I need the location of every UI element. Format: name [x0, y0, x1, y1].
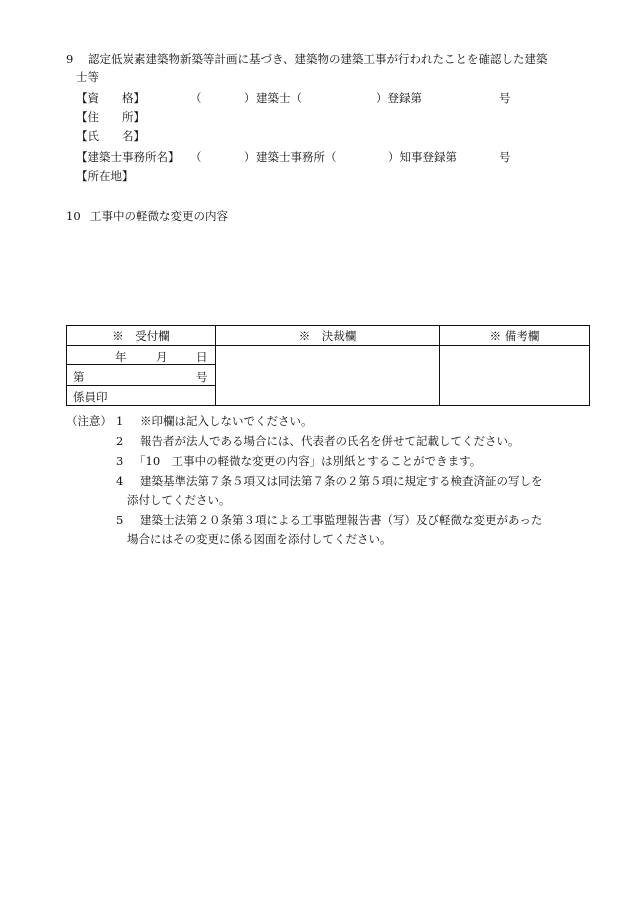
staff-seal-label: 係員印	[73, 390, 108, 404]
number-prefix: 第	[73, 370, 85, 384]
registration-number-label: ）登録第	[376, 91, 422, 105]
address-label: 【住 所】	[76, 110, 145, 124]
number-suffix: 号	[196, 370, 208, 384]
qualification-paren-close: ）	[244, 91, 256, 105]
note-1-number: 1	[116, 414, 124, 428]
architect-office-label: 建築士事務所（	[256, 150, 337, 164]
note-4-number: 4	[116, 474, 124, 488]
note-1-text: ※印欄は記入しないでください。	[140, 414, 313, 428]
reception-number-cell	[67, 365, 216, 386]
decision-header: ※ 決裁欄	[216, 326, 440, 346]
staff-seal-cell	[67, 386, 216, 406]
date-year: 年	[115, 350, 127, 364]
remarks-header: ※ 備考欄	[440, 326, 590, 346]
note-3-text: 「10 工事中の軽微な変更の内容」は別紙とすることができます。	[134, 454, 482, 468]
qualification-paren-open: （	[190, 91, 202, 105]
item10-number: 10	[66, 209, 81, 223]
item9-text-line2: 士等	[76, 70, 99, 84]
qualification-label: 【資 格】	[76, 91, 145, 105]
note-3-number: 3	[116, 454, 124, 468]
office-name-label: 【建築士事務所名】	[76, 150, 180, 164]
location-label: 【所在地】	[76, 169, 134, 183]
item10-text: 工事中の軽微な変更の内容	[90, 209, 228, 223]
governor-registration-suffix: 号	[499, 150, 511, 164]
item9-number: 9	[66, 52, 74, 66]
note-2-text: 報告者が法人である場合には、代表者の氏名を併せて記載してください。	[140, 434, 520, 448]
notes-label: （注意）	[66, 414, 112, 428]
note-4-text-cont: 添付してください。	[127, 493, 231, 507]
date-month: 月	[156, 350, 168, 364]
remarks-cell	[440, 346, 590, 406]
note-5-text-cont: 場合にはその変更に係る図面を添付してください。	[127, 532, 392, 546]
item9-text-line1: 認定低炭素建築物新築等計画に基づき、建築物の建築工事が行われたことを確認した建築	[88, 52, 548, 66]
note-5-text: 建築士法第２０条第３項による工事監理報告書（写）及び軽微な変更があった	[140, 513, 543, 527]
architect-label: 建築士（	[256, 91, 302, 105]
note-2-number: 2	[116, 434, 124, 448]
governor-registration-label: ）知事登録第	[388, 150, 457, 164]
office-paren-open: （	[190, 150, 202, 164]
reception-header: ※ 受付欄	[67, 326, 216, 346]
reception-table	[66, 325, 590, 406]
registration-number-suffix: 号	[499, 91, 511, 105]
decision-cell	[216, 346, 440, 406]
name-label: 【氏 名】	[76, 129, 145, 143]
note-5-number: 5	[116, 513, 124, 527]
reception-date-cell	[67, 346, 216, 365]
date-day: 日	[196, 350, 208, 364]
office-paren-close: ）	[244, 150, 256, 164]
note-4-text: 建築基準法第７条５項又は同法第７条の２第５項に規定する検査済証の写しを	[140, 474, 543, 488]
